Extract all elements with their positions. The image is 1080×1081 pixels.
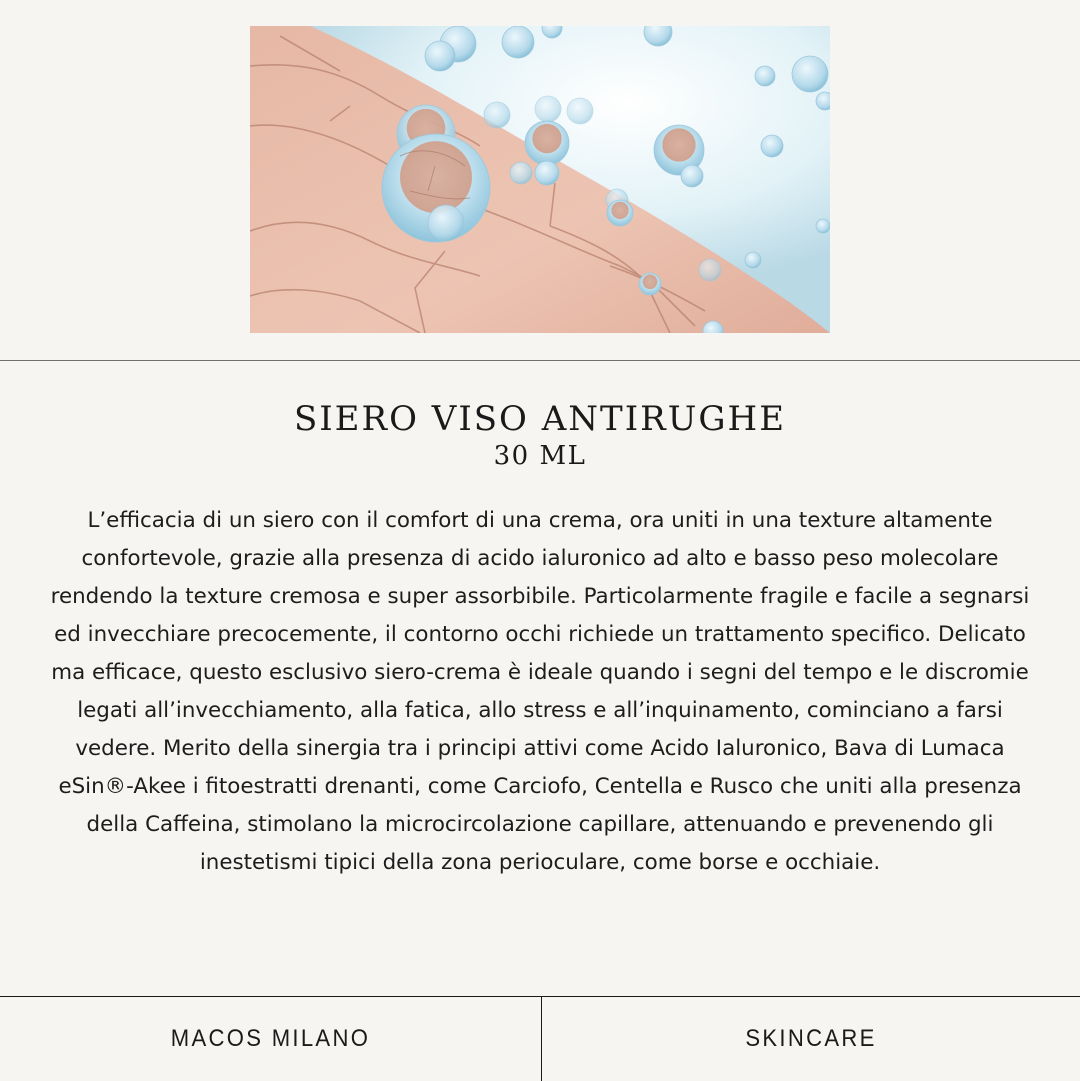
hero-image	[250, 26, 830, 333]
category-label: SKINCARE	[745, 1025, 877, 1052]
section-divider	[0, 360, 1080, 361]
skin-droplets-illustration	[250, 26, 830, 333]
product-description: L’efficacia di un siero con il comfort di una crema, ora uniti in una texture altamente confortevole, grazie alla presenza di acido ialuronico ad alto e basso peso molecolare rendendo la texture cremosa e super assorbibile. Particolarmente fragile e facile a segnarsi ed invecchiare precocemente, il contorno occhi richiede un trattamento specifico. Delicato ma efficace, questo esclusivo siero-crema è ideale quando i segni del tempo e le discromie legati all’invecchiamento, alla fatica, allo stress e all’inquinamento, cominciano a farsi vedere. Merito della sinergia tra i principi attivi come Acido Ialuronico, Bava di Lumaca eSin®-Akee i fitoestratti drenanti, come Carciofo, Centella e Rusco che uniti alla presenza della Caffeina, stimolano la microcircolazione capillare, attenuando e prevenendo gli inestetismi tipici della zona perioculare, come borse e occhiaie.	[50, 508, 1030, 875]
product-size: 30 ML	[493, 441, 587, 471]
product-title: SIERO VISO ANTIRUGHE	[293, 399, 787, 439]
brand-name: MACOS MILANO	[170, 1025, 371, 1052]
footer-bar	[0, 996, 1080, 1081]
product-header	[0, 398, 1080, 472]
footer-divider	[541, 997, 542, 1081]
